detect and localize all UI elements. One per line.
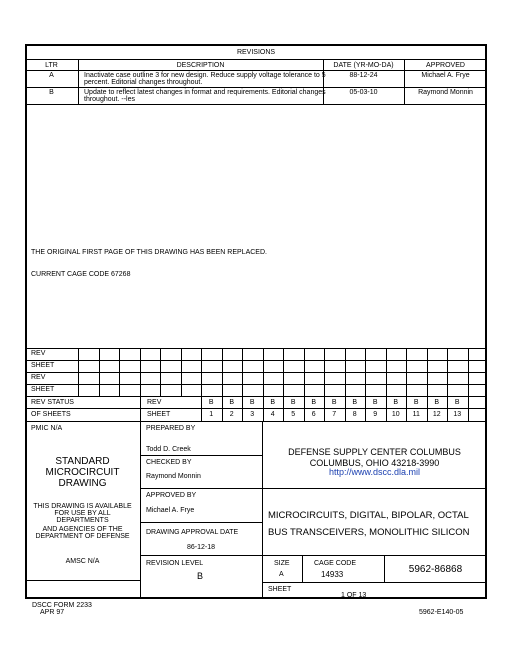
revisions-title: REVISIONS xyxy=(236,49,276,56)
approval-date: 86-12-18 xyxy=(187,544,216,551)
size-label: SIZE xyxy=(274,560,290,567)
rev-status-cell: B xyxy=(270,399,276,406)
rule xyxy=(78,348,79,396)
rule xyxy=(468,348,469,421)
rule xyxy=(25,360,487,361)
revision-ltr: A xyxy=(49,72,54,79)
rule xyxy=(262,555,487,556)
rule xyxy=(25,70,487,71)
rule xyxy=(25,384,487,385)
description-header: DESCRIPTION xyxy=(176,62,225,69)
rev-status-cell: B xyxy=(372,399,378,406)
rule xyxy=(262,582,487,583)
rule xyxy=(25,372,487,373)
agency-name: DEFENSE SUPPLY CENTER COLUMBUS xyxy=(288,447,461,457)
approval-date-label: DRAWING APPROVAL DATE xyxy=(146,529,239,536)
rev-status-cell: B xyxy=(249,399,255,406)
revision-level-label: REVISION LEVEL xyxy=(146,560,204,567)
sheet-number-cell: 3 xyxy=(250,411,255,418)
rev-status-cell: B xyxy=(290,399,296,406)
sheet-number-cell: 11 xyxy=(412,411,420,418)
rev-row-label: REV xyxy=(31,374,46,381)
sheet-number-cell: 13 xyxy=(453,411,462,418)
rev-row-label: REV xyxy=(31,350,46,357)
standard-label: STANDARD xyxy=(55,456,110,467)
availability-note: THIS DRAWING IS AVAILABLE xyxy=(33,503,132,510)
cage-code-note: CURRENT CAGE CODE 67268 xyxy=(31,271,131,278)
sheet-of: 1 OF 13 xyxy=(341,592,367,599)
revision-description: percent. Editorial changes throughout. xyxy=(84,79,203,86)
sheet-number-cell: 5 xyxy=(291,411,296,418)
date-header: DATE (YR-MO-DA) xyxy=(333,62,394,69)
sheet-number-cell: 1 xyxy=(209,411,214,418)
rule xyxy=(25,87,487,88)
revision-level: B xyxy=(197,571,204,581)
rule xyxy=(262,488,487,489)
sheet-word: SHEET xyxy=(147,411,171,418)
rule xyxy=(119,348,120,396)
revision-description: throughout. --les xyxy=(84,96,135,103)
agency-address: COLUMBUS, OHIO 43218-3990 xyxy=(309,458,440,468)
sheet-number-cell: 10 xyxy=(391,411,400,418)
sheet-number-cell: 12 xyxy=(432,411,441,418)
availability-note: FOR USE BY ALL xyxy=(54,510,111,517)
revision-ltr: B xyxy=(49,89,54,96)
rule xyxy=(25,59,487,60)
prepared-by-label: PREPARED BY xyxy=(146,425,196,432)
approved-by-label: APPROVED BY xyxy=(146,492,197,499)
rev-status-cell: B xyxy=(413,399,419,406)
form-date: APR 97 xyxy=(40,609,65,616)
rule xyxy=(140,348,141,421)
rule xyxy=(99,348,100,396)
rule xyxy=(302,555,303,582)
rev-word: REV xyxy=(147,399,162,406)
approved-header: APPROVED xyxy=(426,62,465,69)
sheet-row-label: SHEET xyxy=(31,362,55,369)
agency-url[interactable]: http://www.dscc.dla.mil xyxy=(328,467,421,477)
cage-code-label: CAGE CODE xyxy=(314,560,357,567)
rev-status-cell: B xyxy=(352,399,358,406)
sheet-number-cell: 9 xyxy=(373,411,378,418)
document-code: 5962-E140-05 xyxy=(419,609,464,616)
rev-status-cell: B xyxy=(311,399,317,406)
replaced-note: THE ORIGINAL FIRST PAGE OF THIS DRAWING HAS BEEN REPLACED. xyxy=(31,249,267,256)
rev-status-cell: B xyxy=(434,399,440,406)
checked-by-label: CHECKED BY xyxy=(146,459,192,466)
sheet-row-label: SHEET xyxy=(31,386,55,393)
revision-description: Update to reflect latest changes in format and requirements. Editorial changes xyxy=(84,89,326,96)
drawing-label: DRAWING xyxy=(58,478,107,489)
rev-status-cell: B xyxy=(229,399,235,406)
rev-status-cell: B xyxy=(454,399,460,406)
rule xyxy=(25,421,487,422)
rule xyxy=(140,522,262,523)
size-value: A xyxy=(279,571,284,578)
sheet-number-cell: 2 xyxy=(229,411,234,418)
rule xyxy=(140,488,262,489)
sheet-number-cell: 8 xyxy=(352,411,357,418)
pmic-label: PMIC N/A xyxy=(31,425,63,432)
rev-status-label: REV STATUS xyxy=(31,399,74,406)
document-number: 5962-86868 xyxy=(408,564,463,575)
revision-description: Inactivate case outline 3 for new design. Reduce supply voltage tolerance to 5 xyxy=(84,72,326,79)
availability-note: AND AGENCIES OF THE xyxy=(42,526,123,533)
checked-by-name: Raymond Monnin xyxy=(146,473,201,480)
sheet-number-cell: 7 xyxy=(332,411,337,418)
revision-date: 88-12-24 xyxy=(349,72,378,79)
rule xyxy=(160,348,161,396)
revision-approver: Raymond Monnin xyxy=(418,89,473,96)
rule xyxy=(140,455,262,456)
revision-approver: Michael A. Frye xyxy=(421,72,470,79)
prepared-by-name: Todd D. Creek xyxy=(146,446,191,453)
approved-by-name: Michael A. Frye xyxy=(146,507,195,514)
amsc-label: AMSC N/A xyxy=(65,558,100,565)
rev-status-cell: B xyxy=(208,399,214,406)
ltr-header: LTR xyxy=(45,62,58,69)
drawing-title: MICROCIRCUITS, DIGITAL, BIPOLAR, OCTAL xyxy=(268,510,469,521)
of-sheets-label: OF SHEETS xyxy=(31,411,71,418)
rule xyxy=(25,396,487,397)
rule xyxy=(25,408,487,409)
drawing-title: BUS TRANSCEIVERS, MONOLITHIC SILICON xyxy=(268,527,470,538)
rule xyxy=(25,348,487,349)
cage-code-value: 14933 xyxy=(321,570,344,579)
rule xyxy=(25,580,140,581)
sheet-number-cell: 6 xyxy=(311,411,316,418)
microcircuit-label: MICROCIRCUIT xyxy=(45,467,120,478)
availability-note: DEPARTMENTS xyxy=(56,517,109,524)
revision-date: 05-03-10 xyxy=(349,89,378,96)
rev-status-cell: B xyxy=(331,399,337,406)
sheet-number-cell: 4 xyxy=(270,411,275,418)
rule xyxy=(140,421,141,599)
availability-note: DEPARTMENT OF DEFENSE xyxy=(35,533,130,540)
sheet-label: SHEET xyxy=(268,586,292,593)
rule xyxy=(140,555,262,556)
rule xyxy=(25,104,487,105)
rev-status-cell: B xyxy=(393,399,399,406)
rule xyxy=(181,348,182,396)
form-number: DSCC FORM 2233 xyxy=(32,602,92,609)
